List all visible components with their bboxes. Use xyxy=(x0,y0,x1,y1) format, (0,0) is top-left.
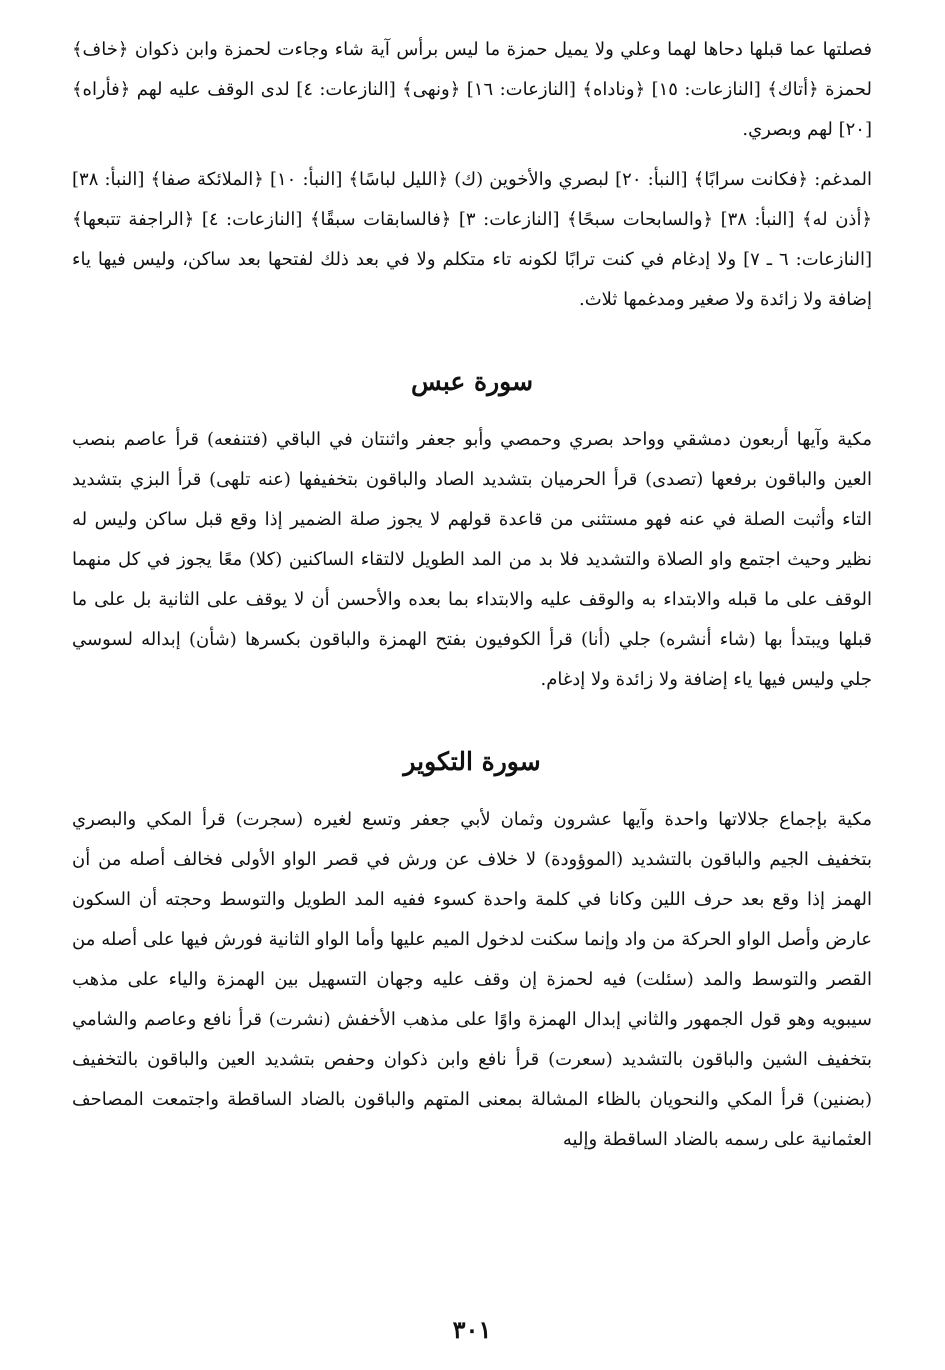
paragraph-naziat-end: فصلتها عما قبلها دحاها لهما وعلي ولا يميل حمزة ما ليس برأس آية شاء وجاءت لحمزة وابن ذكوان ﴿خاف﴾ لحمزة ﴿أتاك﴾ [النازعات: ١٥] ﴿وناداه﴾ [النازعات: ١٦] ﴿ونهى﴾ [النازعات: ٤] لدى الوقف عليه لهم ﴿فأراه﴾ [٢٠] لهم وبصري. xyxy=(72,39,873,140)
heading-surat-abasa: سورة عبس xyxy=(410,367,534,396)
paragraph-abasa: مكية وآيها أربعون دمشقي وواحد بصري وحمصي وأبو جعفر واثنتان في الباقي (فتنفعه) قرأ عاصم بنصب العين والباقون برفعها (تصدى) قرأ الحرميان بتشديد الصاد والباقون بتخفيفها (عنه تلهى) قرأ البزي بتشديد التاء وأثبت الصلة في عنه فهو مستثنى من قاعدة قولهم لا يجوز صلة الضمير إذا وقع قبل ساكن وليس له نظير وحيث اجتمع واو الصلاة والتشديد فلا بد من المد الطويل لالتقاء الساكنين (كلا) معًا يجوز في كل منهما الوقف على ما قبله والابتداء به والوقف عليه والابتداء بما بعده والأحسن أن لا يوقف على الثانية بل على ما قبلها ويبتدأ بها (شاء أنشره) جلي (أنا) قرأ الكوفيون بفتح الهمزة والباقون بكسرها (شأن) إبداله لسوسي جلي وليس فيها ياء إضافة ولا زائدة ولا إدغام. xyxy=(72,429,872,690)
paragraph-mudgham: المدغم: ﴿فكانت سرابًا﴾ [النبأ: ٢٠] لبصري والأخوين (ك) ﴿الليل لباسًا﴾ [النبأ: ١٠] ﴿الملائكة صفا﴾ [النبأ: ٣٨] ﴿أذن له﴾ [النبأ: ٣٨] ﴿والسابحات سبحًا﴾ [النازعات: ٣] ﴿فالسابقات سبقًا﴾ [النازعات: ٤] ﴿الراجفة تتبعها﴾ [النازعات: ٦ ـ ٧] ولا إدغام في كنت ترابًا لكونه تاء متكلم ولا في بعد ذلك لفتحها بعد ساكن، وليس فيها ياء إضافة ولا زائدة ولا صغير ومدغمها ثلاث. xyxy=(72,169,873,310)
page-number: ٣٠١ xyxy=(452,1315,492,1344)
document-page xyxy=(72,30,872,1350)
heading-surat-takwir: سورة التكوير xyxy=(403,747,541,776)
paragraph-takwir: مكية بإجماع جلالاتها واحدة وآيها عشرون وثمان لأبي جعفر وتسع لغيره (سجرت) قرأ المكي والبصري بتخفيف الجيم والباقون بالتشديد (الموؤودة) لا خلاف عن ورش في قصر الواو الأولى فخالف أصله من أن الهمز إذا وقع بعد حرف اللين وكانا في كلمة واحدة كسوء ففيه المد الطويل والتوسط وحجته أن السكون عارض وأصل الواو الحركة من واد وإنما سكنت لدخول الميم عليها وأما الواو الثانية فورش فيها على أصله من القصر والتوسط والمد (سئلت) فيه لحمزة إن وقف عليه وجهان التسهيل بين الهمزة والياء على مذهب سيبويه وهو قول الجمهور والثاني إبدال الهمزة واوًا على مذهب الأخفش (نشرت) قرأ نافع وعاصم والشامي بتخفيف الشين والباقون بالتشديد (سعرت) قرأ نافع وابن ذكوان وحفص بتشديد العين والباقون بالتخفيف (بضنين) قرأ المكي والنحويان بالظاء المشالة بمعنى المتهم والباقون بالضاد الساقطة واجتمعت المصاحف العثمانية على رسمه بالضاد الساقطة وإليه xyxy=(72,809,872,1150)
